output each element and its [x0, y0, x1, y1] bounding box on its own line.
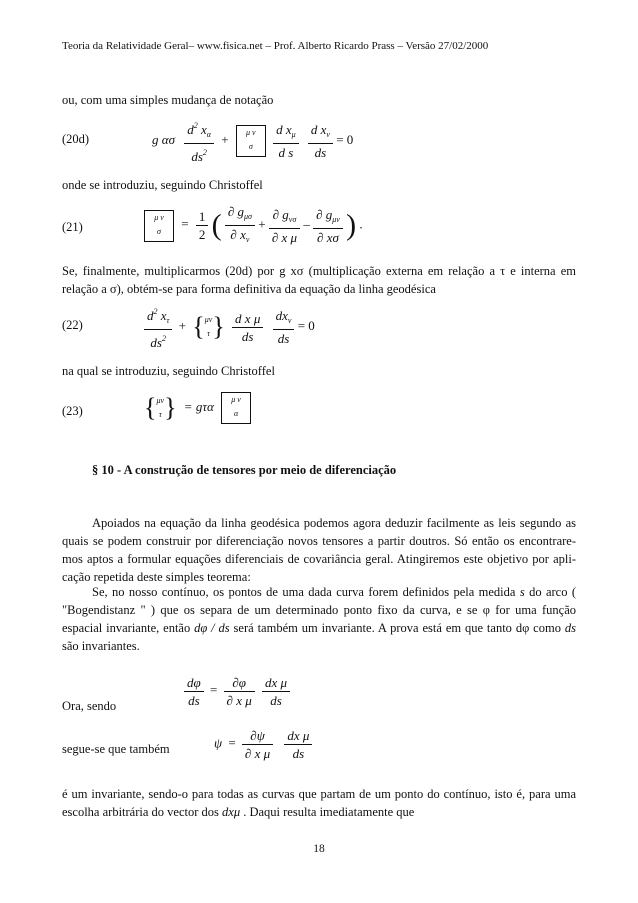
- equation-dphi-ds: $\frac{d\varphi}{ds}$ = $\frac{\partial\varphi}{\text{∂ x μ}}$ $\frac{\text{dx μ}}{ds}$: [184, 675, 290, 708]
- ora-sendo-label: Ora, sendo: [62, 699, 117, 713]
- running-header: Teoria da Relatividade Geral– www.fisica.net – Prof. Alberto Ricardo Prass – Versão 27/02/2000: [62, 40, 489, 52]
- section-heading: § 10 - A construção de tensores por meio de diferenciação: [92, 463, 397, 477]
- equation-label-22: (22): [62, 318, 83, 332]
- equation-label-23: (23): [62, 404, 83, 418]
- paragraph-theorem: Se, no nosso contínuo, os pontos de uma dada curva forem definidos pela medida s do arco ( "Bogendistanz " ) que os separa de um determinado ponto fixo da curva, e se φ for uma função espacial invariante, então dφ / ds será também um invariante. A prova está em que tanto dφ como ds são invariantes.: [62, 585, 576, 653]
- equation-label-20d: (20d): [62, 132, 90, 146]
- segue-se-label: segue-se que também: [62, 742, 170, 756]
- equation-23: { μν τ } = gτα μ ν α: [144, 392, 251, 424]
- paragraph-christoffel-1: onde se introduziu, seguindo Christoffel: [62, 178, 263, 192]
- equation-20d: g ασ $\frac{d^2 x_\alpha}{ds^2}$ + μ ν σ $\frac{d x_\mu}{\text{d s}}$ $\frac{d x_\nu}{ds}$ = 0: [152, 118, 353, 164]
- page-number: 18: [313, 843, 325, 855]
- equation-label-21: (21): [62, 220, 83, 234]
- paragraph-christoffel-2: na qual se introduziu, seguindo Christoffel: [62, 364, 275, 378]
- equation-22: $\frac{d^2 x_\tau}{ds^2}$ + { μν τ } $\frac{\text{d x μ}}{ds}$ $\frac{dx_\nu}{ds}$ = 0: [144, 304, 315, 350]
- paragraph-multiplication: Se, finalmente, multiplicarmos (20d) por g xσ (multiplicação externa em relação a τ e interna em relação a σ), obtém-se para forma definitiva da equação da linha geodésica: [62, 264, 576, 296]
- paragraph-invariant: é um invariante, sendo-o para todas as curvas que partam de um ponto do contínuo, isto é, para uma escolha arbitrária do vector dos dxμ . Daqui resulta imediatamente que: [62, 787, 576, 819]
- paragraph-notation: ou, com uma simples mudança de notação: [62, 93, 274, 107]
- equation-21: μ ν σ = $\frac{1}{2}$ ( $\frac{\partial g_{\mu\sigma}}{\partial x_\nu}$ + $\frac{\partial g_{\nu\sigma}}{\text{∂ x μ}}$ – $\frac{\partial g_{\mu\nu}}{\partial x\sigma}$ ) .: [144, 204, 363, 247]
- equation-psi: ψ = $\frac{\partial\psi}{\text{∂ x μ}}$ $\frac{\text{dx μ}}{ds}$: [214, 728, 312, 761]
- paragraph-geodesic: Apoiados na equação da linha geodésica podemos agora deduzir facilmente as leis segundo as quais se podem construir por diferenciação novos tensores a partir doutros. Só então os encontrare-mos aptos a formular equações diferenciais de covariância geral. Atingiremos este objetivo por apli-cação repetida deste simples teorema:: [62, 516, 576, 584]
